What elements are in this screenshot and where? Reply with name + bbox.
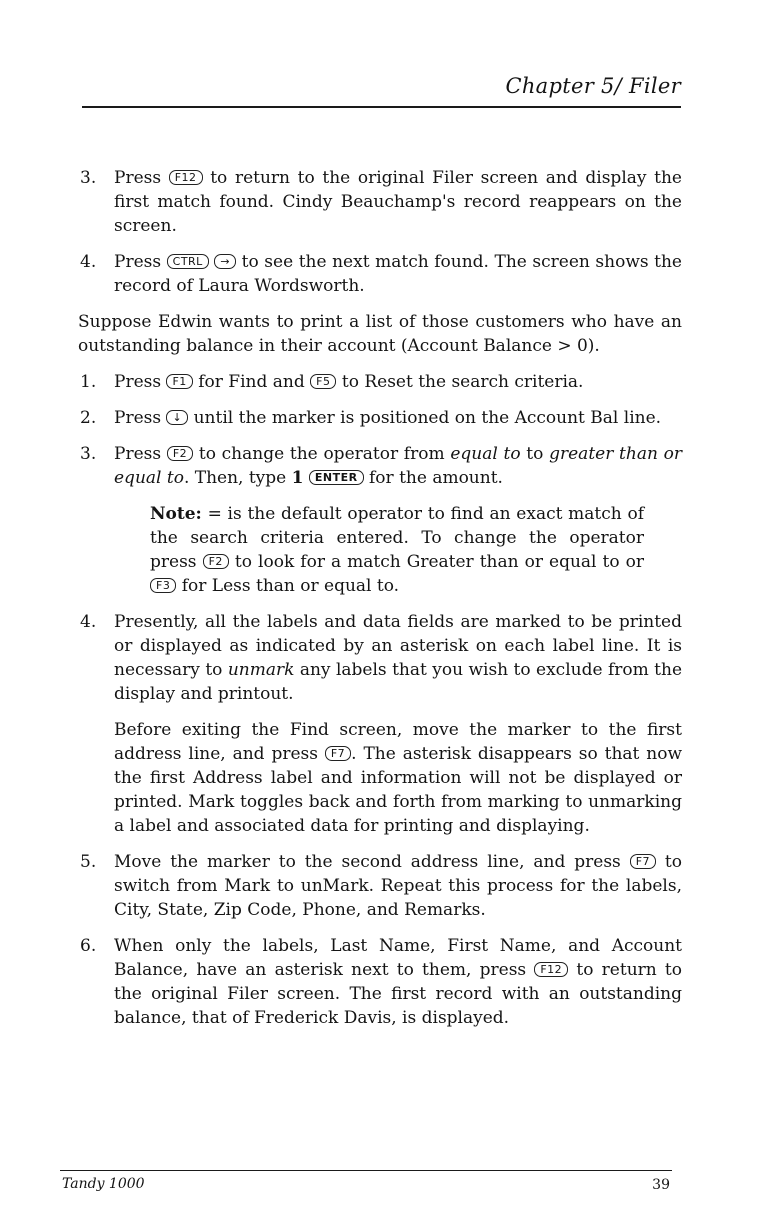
- item-number: 6.: [80, 936, 97, 956]
- item-text: to switch from Mark to unMark. Repeat this process for the labels, City, State, Zip Code, Phone, and Remarks.: [114, 852, 682, 920]
- item-number: 1.: [80, 372, 97, 392]
- item-text: Press: [114, 168, 169, 188]
- key-f2: F2: [167, 446, 193, 461]
- item-text: to: [520, 444, 550, 464]
- right-arrow-key-icon: →: [214, 254, 236, 269]
- item-text: Press: [114, 408, 167, 428]
- footer-rule: [60, 1170, 672, 1171]
- chapter-header: Chapter 5/ Filer: [505, 74, 681, 98]
- list-item: [78, 166, 682, 238]
- item-number: 4.: [80, 612, 97, 632]
- item-paragraph: [114, 718, 682, 838]
- item-text: until the marker is positioned on the Account Bal line.: [188, 408, 662, 428]
- item-text: Move the marker to the second address line, and press: [114, 852, 630, 872]
- key-f5: F5: [310, 374, 336, 389]
- key-f1: F1: [166, 374, 192, 389]
- note-label: Note:: [150, 504, 202, 524]
- emphasis-text: unmark: [227, 660, 295, 680]
- item-text: any labels that you wish to exclude from the display and printout.: [114, 660, 682, 704]
- item-text: When only the labels, Last Name, First Name, and Account Balance, have an asterisk next to them, press: [114, 936, 682, 980]
- intro-paragraph: Suppose Edwin wants to print a list of those customers who have an outstanding balance in their account (Account Balance > 0).: [78, 312, 682, 356]
- item-text: Presently, all the labels and data fields are marked to be printed or displayed as indicated by an asterisk on each label line. It is necessary to: [114, 612, 682, 680]
- key-f12: F12: [169, 170, 203, 185]
- footer-book-title: Tandy 1000: [62, 1176, 145, 1192]
- key-f12: F12: [534, 962, 568, 977]
- item-text: for the amount.: [363, 468, 503, 488]
- note-block: [150, 502, 644, 598]
- item-number: 5.: [80, 852, 97, 872]
- item-number: 4.: [80, 252, 97, 272]
- item-text: Before exiting the Find screen, move the marker to the first address line, and press: [114, 720, 682, 764]
- item-number: 3.: [80, 168, 97, 188]
- list-item: [78, 850, 682, 922]
- page-body: [78, 166, 682, 1042]
- item-text: Press: [114, 372, 167, 392]
- note-text: = is the default operator to find an exact match of the search criteria entered. To change the operator press: [150, 504, 644, 572]
- emphasis-text: equal to: [450, 444, 521, 464]
- key-f7: F7: [325, 746, 351, 761]
- item-text: . Then, type: [183, 468, 292, 488]
- list-item: [78, 610, 682, 838]
- bold-text: 1: [291, 468, 304, 488]
- list-item: [78, 934, 682, 1030]
- item-text: Press: [114, 252, 167, 272]
- item-text: to return to the original Filer screen. The first record with an outstanding balance, that of Frederick Davis, is displayed.: [114, 960, 682, 1028]
- list-item: [78, 370, 682, 394]
- item-paragraph: [114, 610, 682, 706]
- list-item: [78, 406, 682, 430]
- key-f7: F7: [630, 854, 656, 869]
- key-f3: F3: [150, 578, 176, 593]
- item-text: to change the operator from: [193, 444, 451, 464]
- item-text: to return to the original Filer screen and display the first match found. Cindy Beauchamp's record reappears on the screen.: [114, 168, 682, 236]
- header-rule: [82, 106, 681, 108]
- item-number: 3.: [80, 444, 97, 464]
- key-ctrl: CTRL: [167, 254, 209, 269]
- key-f2: F2: [203, 554, 229, 569]
- page-number: 39: [652, 1177, 670, 1193]
- item-text: . The asterisk disappears so that now the first Address label and information will not be displayed or printed. Mark toggles back and forth from marking to unmarking a label and associated data for printing and displaying.: [114, 744, 682, 836]
- list-item: [78, 250, 682, 298]
- item-number: 2.: [80, 408, 97, 428]
- list-item: [78, 442, 682, 490]
- item-text: for Find and: [192, 372, 311, 392]
- emphasis-text: greater than or equal to: [114, 444, 683, 488]
- note-text: to look for a match Greater than or equal to or: [228, 552, 644, 572]
- item-text: Press: [114, 444, 167, 464]
- note-text: for Less than or equal to.: [176, 576, 400, 596]
- down-arrow-key-icon: ↓: [166, 410, 188, 425]
- item-text: to see the next match found. The screen shows the record of Laura Wordsworth.: [114, 252, 682, 296]
- key-enter: ENTER: [309, 470, 364, 485]
- item-text: to Reset the search criteria.: [336, 372, 584, 392]
